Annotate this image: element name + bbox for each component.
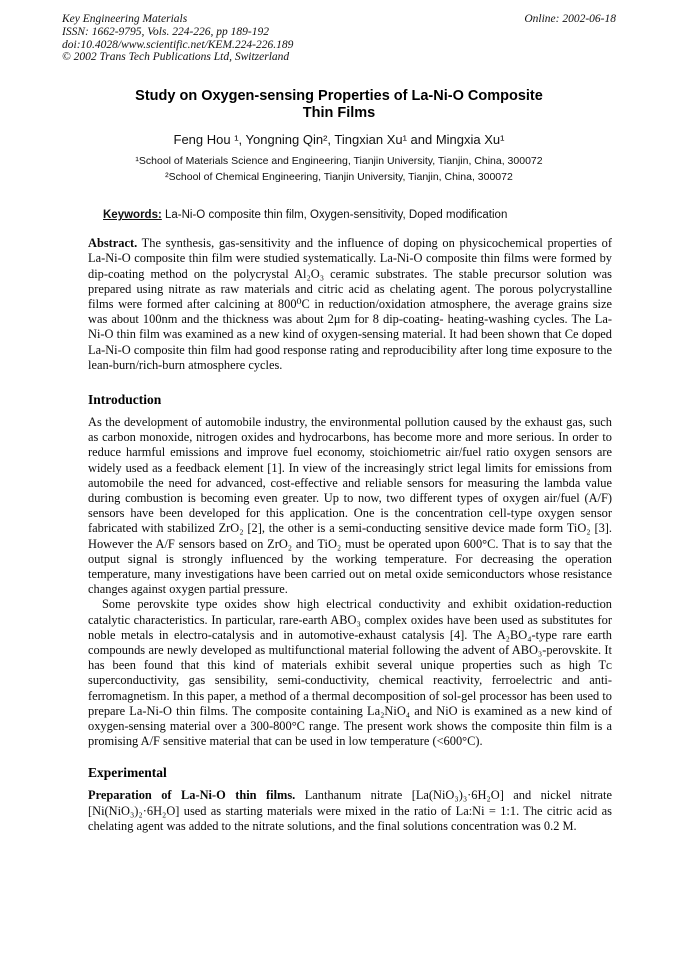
abstract-text: The synthesis, gas-sensitivity and the influence of doping on physicochemical properties of La-Ni-O composite thin film were studied systematically. La-Ni-O composite thin films were formed by dip-coating method on the polycrystal Al₂O₃ ceramic substrates. The stable precursor solution was prepared using nitrate as raw materials and citric acid as chelating agent. The porous polycrystalline films were formed after calcining at 800⁰C in reduction/oxidation atmosphere, the average grains size was about 100nm and the thickness was about 2μm for 8 dip-coating- heating-washing cycles. The La-Ni-O thin film was examined as a new kind of oxygen-sensing material. It had been shown that Ce doped La-Ni-O composite thin film had good response rating and reproducibility after long time exposure to the lean-burn/rich-burn atmosphere cycles. — [88, 236, 612, 372]
journal-info — [62, 13, 293, 64]
experimental-paragraph — [88, 788, 612, 834]
keywords-text: La-Ni-O composite thin film, Oxygen-sensitivity, Doped modification — [161, 209, 508, 222]
introduction-paragraph-1: As the development of automobile industry, the environmental pollution caused by the exhaust gas, such as carbon monoxide, nitrogen oxides and hydrocarbons, has become more and more serious. In order to reduce harmful emissions and improve fuel economy, stoichiometric air/fuel ratio oxygen sensors are widely used as a feedback element [1]. In view of the increasingly strict legal limits for emissions from automobile the need for advanced, cost-effective and reliable sensors for measuring the lambda value during combustion is becoming even greater. Up to now, two different types of oxygen air/fuel (A/F) sensors have been developed for this application. One is the concentration cell-type oxygen sensor fabricated with stabilized ZrO₂ [2], the other is a semi-conducting sensitive device made form TiO₂ [3]. However the A/F sensors based on ZrO₂ and TiO₂ must be operated upon 600°C. That is to say that the output signal is strongly influenced by the working temperature. For decreasing the operation temperature, many investigations have been carried out on metal oxide semiconductors whose resistance changes against oxygen partial pressure. — [88, 415, 612, 597]
keywords-label: Keywords: — [103, 209, 162, 222]
abstract-label: Abstract. — [88, 236, 138, 251]
paper-title — [0, 88, 678, 122]
authors-line: Feng Hou ¹, Yongning Qin², Tingxian Xu¹ and Mingxia Xu¹ — [173, 132, 505, 148]
introduction-paragraph-2: Some perovskite type oxides show high electrical conductivity and exhibit oxidation-reduction catalytic characteristics. In particular, rare-earth ABO₃ complex oxides have been used as substitutes for noble metals in electro-catalysis and in automotive-exhaust catalysis [4]. The A₂BO₄-type rare earth compounds are newly developed as multifunctional material following the advent of ABO₃-perovskite. It has been found that this kind of materials exhibit several unique properties such as high Tᴄ superconductivity, gas sensibility, semi-conductivity, chemical reactivity, ferroelectric and anti-ferromagnetism. In this paper, a method of a thermal decomposition of sol-gel processor has been used to prepare La-Ni-O thin films. The composite containing La₂NiO₄ and NiO is examined as a new kind of oxygen-sensing material over a 300-800°C range. The present work shows the composite thin film is a promising A/F sensitive material that can be used in low temperature (<600°C). — [88, 597, 612, 749]
doi-line: doi:10.4028/www.scientific.net/KEM.224-226.189 — [62, 38, 294, 51]
affiliation-1: ¹School of Materials Science and Engineering, Tianjin University, Tianjin, China, 300072 — [135, 155, 543, 168]
experimental-lead: Preparation of La-Ni-O thin films. — [88, 788, 296, 803]
affiliation-2: ²School of Chemical Engineering, Tianjin University, Tianjin, China, 300072 — [165, 171, 513, 184]
section-heading-introduction: Introduction — [88, 392, 162, 408]
paper-title-line1: Study on Oxygen-sensing Properties of La-Ni-O Composite — [135, 88, 543, 105]
issn-line: ISSN: 1662-9795, Vols. 224-226, pp 189-192 — [62, 25, 269, 38]
paper-title-line2: Thin Films — [302, 105, 376, 122]
copyright-line: © 2002 Trans Tech Publications Ltd, Switzerland — [62, 51, 290, 64]
journal-header — [0, 0, 678, 64]
journal-name: Key Engineering Materials — [62, 13, 188, 25]
section-heading-experimental: Experimental — [88, 765, 167, 781]
online-date: Online: 2002-06-18 — [524, 13, 616, 25]
abstract-paragraph — [88, 236, 612, 373]
keywords-line — [103, 209, 618, 221]
experimental-text: Lanthanum nitrate [La(NiO₃)₃·6H₂O] and nickel nitrate [Ni(NiO₃)₂·6H₂O] used as starting materials were mixed in the ratio of La:Ni = 1:1. The citric acid as chelating agent was added to the nitrate solutions, and the final solutions concentration was 0.2 M. — [88, 788, 612, 833]
